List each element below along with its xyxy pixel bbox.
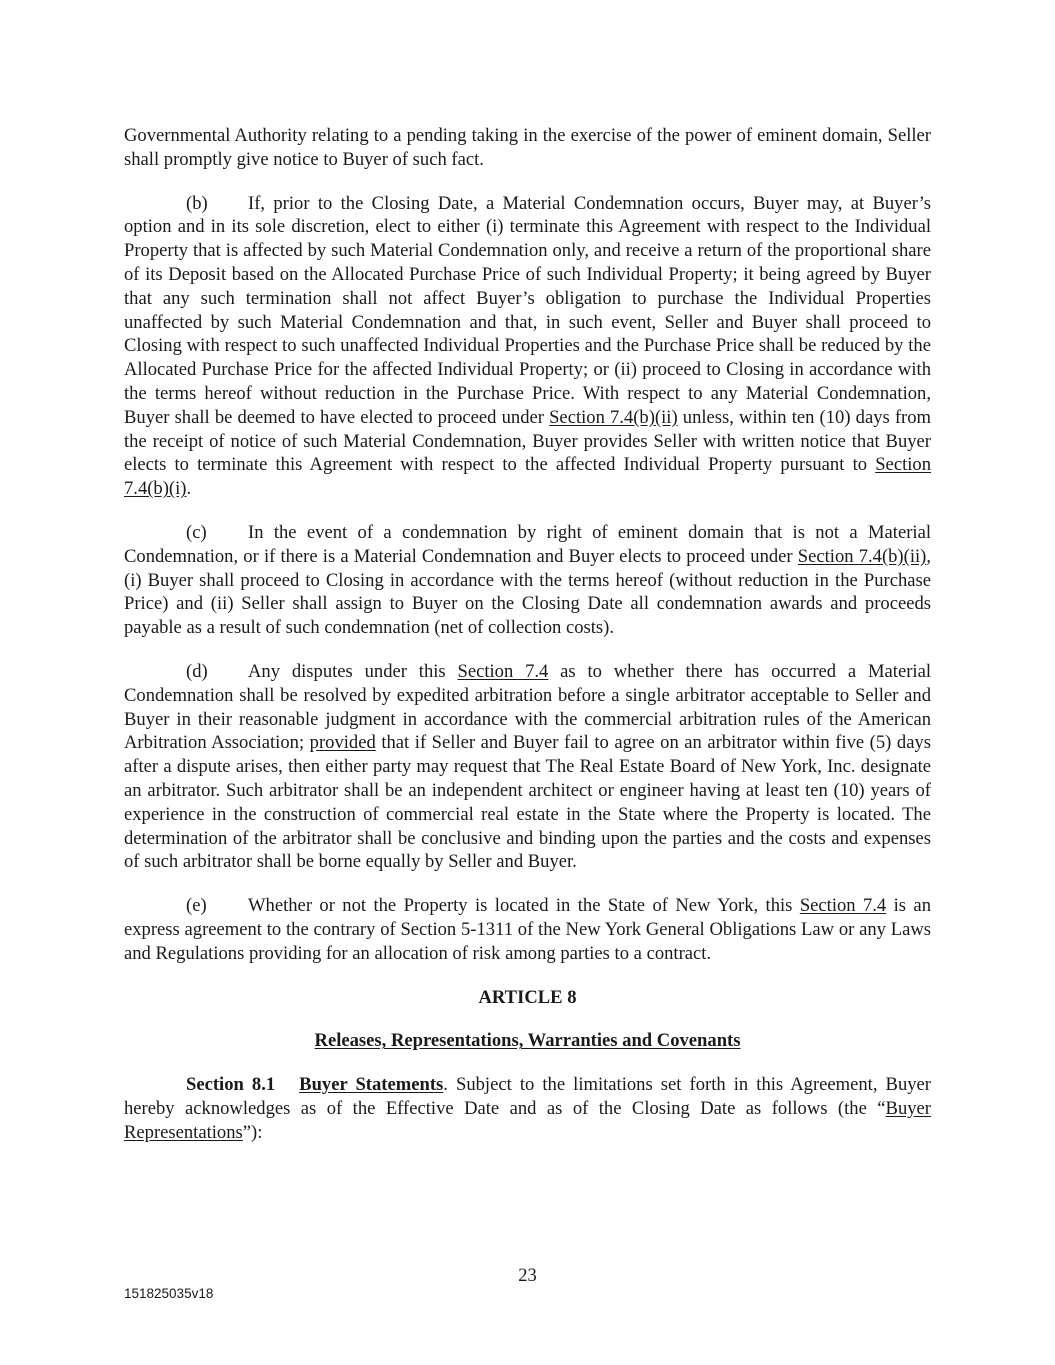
section-number: Section 8.1: [186, 1074, 276, 1096]
section-title: Buyer Statements: [299, 1074, 444, 1096]
document-id: 151825035v18: [124, 1286, 214, 1301]
paragraph-b-label: (b): [186, 192, 208, 214]
paragraph-c: (c) In the event of a condemnation by right of eminent domain that is not a Material Condemnation, or if there is a Material Condemnation and Buyer elects to proceed under Section 7.4(b)(ii), (i) Buyer shall proceed to Closing in accordance with the terms hereof (without reduction in the Purchase Price) and (ii) Seller shall assign to Buyer on the Closing Date all condemnation awards and proceeds payable as a result of such condemnation (net of collection costs).: [124, 521, 931, 639]
section-ref-7-4-b-ii: Section 7.4(b)(ii): [797, 545, 927, 567]
article-subheading: Releases, Representations, Warranties and Covenants: [314, 1030, 741, 1052]
page-number: 23: [518, 1265, 537, 1286]
section-ref-7-4: Section 7.4: [457, 660, 549, 682]
paragraph-d-label: (d): [186, 660, 208, 682]
paragraph-e: (e) Whether or not the Property is located in the State of New York, this Section 7.4 is an express agreement to the contrary of Section 5-1311 of the New York General Obligations Law or any Laws and Regulations providing for an allocation of risk among parties to a contract.: [124, 895, 931, 964]
provided-term: provided: [309, 732, 376, 754]
paragraph-e-label: (e): [186, 895, 207, 917]
paragraph-d: (d) Any disputes under this Section 7.4 as to whether there has occurred a Material Condemnation shall be resolved by expedited arbitration before a single arbitrator acceptable to Seller and Buyer in their reasonable judgment in accordance with the commercial arbitration rules of the American Arbitration Association; provided that if Seller and Buyer fail to agree on an arbitrator within five (5) days after a dispute arises, then either party may request that The Real Estate Board of New York, Inc. designate an arbitrator. Such arbitrator shall be an independent architect or engineer having at least ten (10) years of experience in the construction of commercial real estate in the State where the Property is located. The determination of the arbitrator shall be conclusive and binding upon the parties and the costs and expenses of such arbitrator shall be borne equally by Seller and Buyer.: [124, 660, 931, 873]
paragraph-c-label: (c): [186, 521, 207, 543]
section-ref-7-4-b-ii: Section 7.4(b)(ii): [549, 406, 678, 428]
article-heading: ARTICLE 8: [478, 986, 577, 1008]
section-ref-7-4-b-i: Section 7.4(b)(i): [124, 454, 931, 500]
defined-term: Buyer Representations: [124, 1097, 931, 1143]
section-8-1-paragraph: Section 8.1 Buyer Statements. Subject to the limitations set forth in this Agreement, Buyer hereby acknowledges as of the Effective Date and as of the Closing Date as follows (the “Buyer Representations”):: [124, 1074, 931, 1143]
paragraph-b: (b) If, prior to the Closing Date, a Material Condemnation occurs, Buyer may, at Buyer’s option and in its sole discretion, elect to either (i) terminate this Agreement with respect to the Individual Property that is affected by such Material Condemnation only, and receive a return of the proportional share of its Deposit based on the Allocated Purchase Price of such Individual Property; it being agreed by Buyer that any such termination shall not affect Buyer’s obligation to purchase the Individual Properties unaffected by such Material Condemnation and that, in such event, Seller and Buyer shall proceed to Closing with respect to such unaffected Individual Properties and the Purchase Price shall be reduced by the Allocated Purchase Price for the affected Individual Property; or (ii) proceed to Closing in accordance with the terms hereof without reduction in the Purchase Price. With respect to any Material Condemnation, Buyer shall be deemed to have elected to proceed under Section 7.4(b)(ii) unless, within ten (10) days from the receipt of notice of such Material Condemnation, Buyer provides Seller with written notice that Buyer elects to terminate this Agreement with respect to the affected Individual Property pursuant to Section 7.4(b)(i).: [124, 192, 932, 500]
document-page: [124, 124, 931, 1164]
continuation-paragraph: Governmental Authority relating to a pending taking in the exercise of the power of eminent domain, Seller shall promptly give notice to Buyer of such fact.: [124, 125, 931, 170]
section-ref-7-4: Section 7.4: [799, 895, 887, 917]
